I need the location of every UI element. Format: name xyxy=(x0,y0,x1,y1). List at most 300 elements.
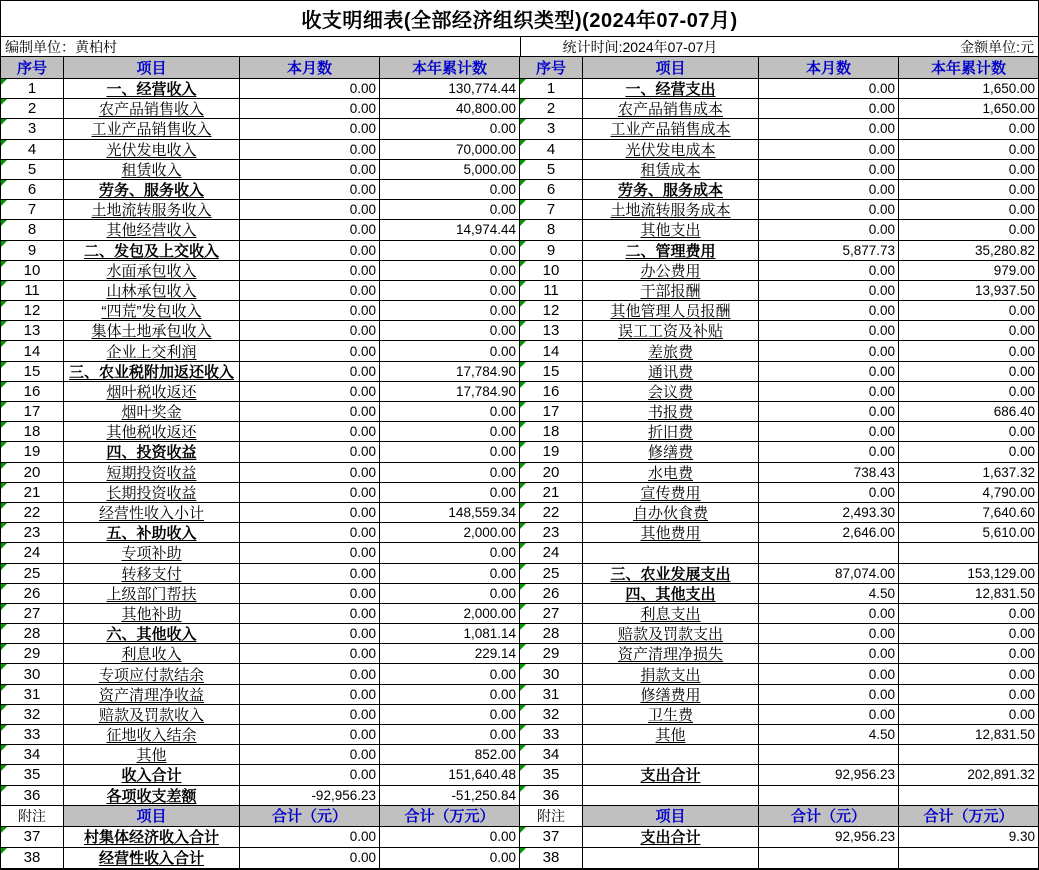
ytd-value-cell[interactable] xyxy=(899,301,1038,321)
item-cell[interactable] xyxy=(583,604,759,624)
ytd-value-cell[interactable] xyxy=(899,827,1038,848)
ytd-value-cell[interactable] xyxy=(380,301,520,321)
item-cell[interactable] xyxy=(583,321,759,341)
ytd-value-cell[interactable] xyxy=(899,119,1038,139)
ytd-value-cell[interactable] xyxy=(899,543,1038,563)
ytd-value-cell[interactable] xyxy=(380,765,520,785)
item-cell[interactable] xyxy=(64,786,240,806)
item-cell[interactable] xyxy=(64,725,240,745)
row-number-cell[interactable] xyxy=(1,261,64,281)
item-cell[interactable] xyxy=(583,463,759,483)
row-number-cell[interactable] xyxy=(520,301,583,321)
month-value-cell[interactable] xyxy=(240,543,380,563)
ytd-value-cell[interactable] xyxy=(899,422,1038,442)
row-number-cell[interactable] xyxy=(520,382,583,402)
item-cell[interactable] xyxy=(583,341,759,361)
ytd-value-cell[interactable] xyxy=(380,705,520,725)
row-number-cell[interactable] xyxy=(1,523,64,543)
item-cell[interactable] xyxy=(583,281,759,301)
item-cell[interactable] xyxy=(64,180,240,200)
ytd-value-cell[interactable] xyxy=(899,241,1038,261)
ytd-value-cell[interactable] xyxy=(380,523,520,543)
ytd-value-cell[interactable] xyxy=(899,604,1038,624)
month-value-cell[interactable] xyxy=(240,745,380,765)
ytd-value-cell[interactable] xyxy=(899,786,1038,806)
ytd-value-cell[interactable] xyxy=(380,281,520,301)
row-number-cell[interactable] xyxy=(1,745,64,765)
ytd-value-cell[interactable] xyxy=(899,848,1038,869)
ytd-value-cell[interactable] xyxy=(899,685,1038,705)
ytd-value-cell[interactable] xyxy=(380,644,520,664)
row-number-cell[interactable] xyxy=(1,705,64,725)
month-value-cell[interactable] xyxy=(759,523,899,543)
item-cell[interactable] xyxy=(64,765,240,785)
ytd-value-cell[interactable] xyxy=(380,725,520,745)
item-cell[interactable] xyxy=(64,584,240,604)
item-cell[interactable] xyxy=(64,200,240,220)
ytd-value-cell[interactable] xyxy=(380,685,520,705)
month-value-cell[interactable] xyxy=(759,119,899,139)
ytd-value-cell[interactable] xyxy=(380,241,520,261)
month-value-cell[interactable] xyxy=(759,200,899,220)
month-value-cell[interactable] xyxy=(759,160,899,180)
row-number-cell[interactable] xyxy=(1,119,64,139)
item-cell[interactable] xyxy=(64,362,240,382)
row-number-cell[interactable] xyxy=(520,160,583,180)
row-number-cell[interactable] xyxy=(520,725,583,745)
ytd-value-cell[interactable] xyxy=(380,382,520,402)
row-number-cell[interactable] xyxy=(520,848,583,869)
item-cell[interactable] xyxy=(583,523,759,543)
row-number-cell[interactable] xyxy=(1,241,64,261)
row-number-cell[interactable] xyxy=(1,503,64,523)
row-number-cell[interactable] xyxy=(1,341,64,361)
row-number-cell[interactable] xyxy=(1,604,64,624)
item-cell[interactable] xyxy=(583,140,759,160)
month-value-cell[interactable] xyxy=(240,321,380,341)
item-cell[interactable] xyxy=(64,463,240,483)
month-value-cell[interactable] xyxy=(240,160,380,180)
month-value-cell[interactable] xyxy=(759,301,899,321)
item-cell[interactable] xyxy=(583,705,759,725)
row-number-cell[interactable] xyxy=(520,341,583,361)
ytd-value-cell[interactable] xyxy=(380,321,520,341)
month-value-cell[interactable] xyxy=(240,503,380,523)
item-cell[interactable] xyxy=(583,220,759,240)
row-number-cell[interactable] xyxy=(520,281,583,301)
ytd-value-cell[interactable] xyxy=(899,725,1038,745)
item-cell[interactable] xyxy=(583,685,759,705)
month-value-cell[interactable] xyxy=(240,301,380,321)
month-value-cell[interactable] xyxy=(759,483,899,503)
ytd-value-cell[interactable] xyxy=(380,160,520,180)
item-cell[interactable] xyxy=(64,160,240,180)
month-value-cell[interactable] xyxy=(240,483,380,503)
ytd-value-cell[interactable] xyxy=(380,745,520,765)
month-value-cell[interactable] xyxy=(759,664,899,684)
ytd-value-cell[interactable] xyxy=(899,664,1038,684)
row-number-cell[interactable] xyxy=(520,786,583,806)
row-number-cell[interactable] xyxy=(1,220,64,240)
ytd-value-cell[interactable] xyxy=(899,644,1038,664)
ytd-value-cell[interactable] xyxy=(899,341,1038,361)
row-number-cell[interactable] xyxy=(520,422,583,442)
row-number-cell[interactable] xyxy=(1,99,64,119)
ytd-value-cell[interactable] xyxy=(380,99,520,119)
row-number-cell[interactable] xyxy=(1,140,64,160)
ytd-value-cell[interactable] xyxy=(899,99,1038,119)
month-value-cell[interactable] xyxy=(240,725,380,745)
row-number-cell[interactable] xyxy=(520,79,583,99)
item-cell[interactable] xyxy=(583,483,759,503)
month-value-cell[interactable] xyxy=(759,79,899,99)
item-cell[interactable] xyxy=(64,382,240,402)
row-number-cell[interactable] xyxy=(520,200,583,220)
item-cell[interactable] xyxy=(583,180,759,200)
month-value-cell[interactable] xyxy=(759,848,899,869)
item-cell[interactable] xyxy=(583,301,759,321)
month-value-cell[interactable] xyxy=(240,523,380,543)
row-number-cell[interactable] xyxy=(1,827,64,848)
item-cell[interactable] xyxy=(64,624,240,644)
month-value-cell[interactable] xyxy=(240,119,380,139)
item-cell[interactable] xyxy=(64,827,240,848)
row-number-cell[interactable] xyxy=(520,483,583,503)
month-value-cell[interactable] xyxy=(759,402,899,422)
ytd-value-cell[interactable] xyxy=(899,261,1038,281)
item-cell[interactable] xyxy=(583,827,759,848)
item-cell[interactable] xyxy=(64,422,240,442)
month-value-cell[interactable] xyxy=(759,241,899,261)
ytd-value-cell[interactable] xyxy=(380,664,520,684)
row-number-cell[interactable] xyxy=(1,664,64,684)
item-cell[interactable] xyxy=(64,705,240,725)
month-value-cell[interactable] xyxy=(759,564,899,584)
row-number-cell[interactable] xyxy=(520,664,583,684)
item-cell[interactable] xyxy=(64,241,240,261)
month-value-cell[interactable] xyxy=(759,382,899,402)
row-number-cell[interactable] xyxy=(1,483,64,503)
ytd-value-cell[interactable] xyxy=(380,261,520,281)
row-number-cell[interactable] xyxy=(520,119,583,139)
item-cell[interactable] xyxy=(583,745,759,765)
row-number-cell[interactable] xyxy=(520,241,583,261)
item-cell[interactable] xyxy=(64,745,240,765)
item-cell[interactable] xyxy=(64,664,240,684)
month-value-cell[interactable] xyxy=(240,362,380,382)
item-cell[interactable] xyxy=(64,685,240,705)
row-number-cell[interactable] xyxy=(520,604,583,624)
item-cell[interactable] xyxy=(583,644,759,664)
item-cell[interactable] xyxy=(64,261,240,281)
month-value-cell[interactable] xyxy=(240,644,380,664)
item-cell[interactable] xyxy=(583,382,759,402)
month-value-cell[interactable] xyxy=(240,705,380,725)
row-number-cell[interactable] xyxy=(1,180,64,200)
row-number-cell[interactable] xyxy=(520,705,583,725)
item-cell[interactable] xyxy=(583,261,759,281)
row-number-cell[interactable] xyxy=(1,624,64,644)
ytd-value-cell[interactable] xyxy=(380,584,520,604)
month-value-cell[interactable] xyxy=(759,624,899,644)
row-number-cell[interactable] xyxy=(520,644,583,664)
month-value-cell[interactable] xyxy=(240,584,380,604)
item-cell[interactable] xyxy=(64,503,240,523)
month-value-cell[interactable] xyxy=(759,180,899,200)
ytd-value-cell[interactable] xyxy=(899,321,1038,341)
row-number-cell[interactable] xyxy=(1,584,64,604)
month-value-cell[interactable] xyxy=(759,362,899,382)
month-value-cell[interactable] xyxy=(240,140,380,160)
month-value-cell[interactable] xyxy=(759,99,899,119)
row-number-cell[interactable] xyxy=(1,685,64,705)
month-value-cell[interactable] xyxy=(240,341,380,361)
ytd-value-cell[interactable] xyxy=(899,765,1038,785)
ytd-value-cell[interactable] xyxy=(380,848,520,869)
ytd-value-cell[interactable] xyxy=(899,382,1038,402)
month-value-cell[interactable] xyxy=(240,848,380,869)
row-number-cell[interactable] xyxy=(520,362,583,382)
row-number-cell[interactable] xyxy=(1,543,64,563)
row-number-cell[interactable] xyxy=(1,725,64,745)
ytd-value-cell[interactable] xyxy=(380,79,520,99)
ytd-value-cell[interactable] xyxy=(899,281,1038,301)
row-number-cell[interactable] xyxy=(520,140,583,160)
ytd-value-cell[interactable] xyxy=(899,160,1038,180)
month-value-cell[interactable] xyxy=(240,402,380,422)
item-cell[interactable] xyxy=(583,200,759,220)
ytd-value-cell[interactable] xyxy=(380,180,520,200)
row-number-cell[interactable] xyxy=(1,160,64,180)
item-cell[interactable] xyxy=(64,848,240,869)
ytd-value-cell[interactable] xyxy=(899,745,1038,765)
row-number-cell[interactable] xyxy=(520,220,583,240)
item-cell[interactable] xyxy=(64,564,240,584)
ytd-value-cell[interactable] xyxy=(899,220,1038,240)
ytd-value-cell[interactable] xyxy=(899,584,1038,604)
item-cell[interactable] xyxy=(64,543,240,563)
row-number-cell[interactable] xyxy=(520,765,583,785)
month-value-cell[interactable] xyxy=(240,180,380,200)
item-cell[interactable] xyxy=(583,99,759,119)
ytd-value-cell[interactable] xyxy=(899,140,1038,160)
month-value-cell[interactable] xyxy=(759,463,899,483)
month-value-cell[interactable] xyxy=(240,604,380,624)
month-value-cell[interactable] xyxy=(759,220,899,240)
month-value-cell[interactable] xyxy=(759,765,899,785)
item-cell[interactable] xyxy=(583,543,759,563)
month-value-cell[interactable] xyxy=(240,382,380,402)
row-number-cell[interactable] xyxy=(520,624,583,644)
row-number-cell[interactable] xyxy=(520,442,583,462)
month-value-cell[interactable] xyxy=(240,442,380,462)
ytd-value-cell[interactable] xyxy=(380,220,520,240)
row-number-cell[interactable] xyxy=(1,402,64,422)
ytd-value-cell[interactable] xyxy=(380,119,520,139)
month-value-cell[interactable] xyxy=(759,827,899,848)
row-number-cell[interactable] xyxy=(1,79,64,99)
row-number-cell[interactable] xyxy=(1,200,64,220)
item-cell[interactable] xyxy=(583,503,759,523)
ytd-value-cell[interactable] xyxy=(899,79,1038,99)
ytd-value-cell[interactable] xyxy=(899,523,1038,543)
month-value-cell[interactable] xyxy=(240,261,380,281)
month-value-cell[interactable] xyxy=(240,241,380,261)
ytd-value-cell[interactable] xyxy=(380,604,520,624)
item-cell[interactable] xyxy=(583,362,759,382)
ytd-value-cell[interactable] xyxy=(899,200,1038,220)
row-number-cell[interactable] xyxy=(1,422,64,442)
ytd-value-cell[interactable] xyxy=(899,362,1038,382)
month-value-cell[interactable] xyxy=(240,422,380,442)
row-number-cell[interactable] xyxy=(520,99,583,119)
item-cell[interactable] xyxy=(583,160,759,180)
item-cell[interactable] xyxy=(583,786,759,806)
item-cell[interactable] xyxy=(64,140,240,160)
month-value-cell[interactable] xyxy=(759,442,899,462)
month-value-cell[interactable] xyxy=(759,543,899,563)
ytd-value-cell[interactable] xyxy=(380,422,520,442)
item-cell[interactable] xyxy=(583,848,759,869)
item-cell[interactable] xyxy=(64,604,240,624)
row-number-cell[interactable] xyxy=(1,644,64,664)
row-number-cell[interactable] xyxy=(520,503,583,523)
month-value-cell[interactable] xyxy=(240,200,380,220)
item-cell[interactable] xyxy=(583,422,759,442)
ytd-value-cell[interactable] xyxy=(380,503,520,523)
item-cell[interactable] xyxy=(64,341,240,361)
month-value-cell[interactable] xyxy=(759,584,899,604)
month-value-cell[interactable] xyxy=(240,463,380,483)
ytd-value-cell[interactable] xyxy=(380,463,520,483)
item-cell[interactable] xyxy=(64,119,240,139)
ytd-value-cell[interactable] xyxy=(380,564,520,584)
ytd-value-cell[interactable] xyxy=(899,483,1038,503)
month-value-cell[interactable] xyxy=(759,685,899,705)
item-cell[interactable] xyxy=(583,725,759,745)
month-value-cell[interactable] xyxy=(759,140,899,160)
ytd-value-cell[interactable] xyxy=(380,402,520,422)
month-value-cell[interactable] xyxy=(240,786,380,806)
month-value-cell[interactable] xyxy=(240,79,380,99)
row-number-cell[interactable] xyxy=(1,281,64,301)
month-value-cell[interactable] xyxy=(759,281,899,301)
row-number-cell[interactable] xyxy=(1,463,64,483)
item-cell[interactable] xyxy=(64,402,240,422)
month-value-cell[interactable] xyxy=(759,321,899,341)
item-cell[interactable] xyxy=(583,119,759,139)
item-cell[interactable] xyxy=(583,564,759,584)
month-value-cell[interactable] xyxy=(759,705,899,725)
ytd-value-cell[interactable] xyxy=(380,786,520,806)
month-value-cell[interactable] xyxy=(240,624,380,644)
item-cell[interactable] xyxy=(583,584,759,604)
item-cell[interactable] xyxy=(64,281,240,301)
month-value-cell[interactable] xyxy=(240,281,380,301)
item-cell[interactable] xyxy=(64,442,240,462)
row-number-cell[interactable] xyxy=(520,827,583,848)
ytd-value-cell[interactable] xyxy=(380,483,520,503)
row-number-cell[interactable] xyxy=(520,463,583,483)
row-number-cell[interactable] xyxy=(520,543,583,563)
row-number-cell[interactable] xyxy=(520,402,583,422)
item-cell[interactable] xyxy=(64,220,240,240)
ytd-value-cell[interactable] xyxy=(899,442,1038,462)
ytd-value-cell[interactable] xyxy=(380,624,520,644)
item-cell[interactable] xyxy=(583,79,759,99)
ytd-value-cell[interactable] xyxy=(899,705,1038,725)
month-value-cell[interactable] xyxy=(759,745,899,765)
ytd-value-cell[interactable] xyxy=(899,180,1038,200)
month-value-cell[interactable] xyxy=(759,261,899,281)
row-number-cell[interactable] xyxy=(1,321,64,341)
item-cell[interactable] xyxy=(583,241,759,261)
month-value-cell[interactable] xyxy=(240,765,380,785)
month-value-cell[interactable] xyxy=(759,604,899,624)
ytd-value-cell[interactable] xyxy=(899,503,1038,523)
ytd-value-cell[interactable] xyxy=(899,564,1038,584)
month-value-cell[interactable] xyxy=(759,503,899,523)
ytd-value-cell[interactable] xyxy=(899,402,1038,422)
month-value-cell[interactable] xyxy=(240,99,380,119)
row-number-cell[interactable] xyxy=(520,321,583,341)
ytd-value-cell[interactable] xyxy=(899,463,1038,483)
item-cell[interactable] xyxy=(64,79,240,99)
ytd-value-cell[interactable] xyxy=(380,341,520,361)
ytd-value-cell[interactable] xyxy=(380,140,520,160)
month-value-cell[interactable] xyxy=(759,786,899,806)
item-cell[interactable] xyxy=(64,99,240,119)
item-cell[interactable] xyxy=(64,644,240,664)
month-value-cell[interactable] xyxy=(240,564,380,584)
month-value-cell[interactable] xyxy=(240,685,380,705)
item-cell[interactable] xyxy=(583,765,759,785)
row-number-cell[interactable] xyxy=(1,765,64,785)
item-cell[interactable] xyxy=(64,321,240,341)
ytd-value-cell[interactable] xyxy=(380,827,520,848)
item-cell[interactable] xyxy=(583,402,759,422)
row-number-cell[interactable] xyxy=(520,180,583,200)
ytd-value-cell[interactable] xyxy=(899,624,1038,644)
month-value-cell[interactable] xyxy=(240,827,380,848)
row-number-cell[interactable] xyxy=(1,848,64,869)
row-number-cell[interactable] xyxy=(520,564,583,584)
row-number-cell[interactable] xyxy=(520,685,583,705)
row-number-cell[interactable] xyxy=(1,564,64,584)
item-cell[interactable] xyxy=(583,624,759,644)
row-number-cell[interactable] xyxy=(520,261,583,281)
month-value-cell[interactable] xyxy=(240,664,380,684)
item-cell[interactable] xyxy=(64,301,240,321)
item-cell[interactable] xyxy=(583,664,759,684)
month-value-cell[interactable] xyxy=(240,220,380,240)
row-number-cell[interactable] xyxy=(1,786,64,806)
month-value-cell[interactable] xyxy=(759,422,899,442)
item-cell[interactable] xyxy=(64,483,240,503)
row-number-cell[interactable] xyxy=(1,442,64,462)
month-value-cell[interactable] xyxy=(759,644,899,664)
item-cell[interactable] xyxy=(64,523,240,543)
ytd-value-cell[interactable] xyxy=(380,200,520,220)
row-number-cell[interactable] xyxy=(1,362,64,382)
item-cell[interactable] xyxy=(583,442,759,462)
ytd-value-cell[interactable] xyxy=(380,442,520,462)
ytd-value-cell[interactable] xyxy=(380,362,520,382)
row-number-cell[interactable] xyxy=(520,523,583,543)
row-number-cell[interactable] xyxy=(520,584,583,604)
month-value-cell[interactable] xyxy=(759,341,899,361)
ytd-value-cell[interactable] xyxy=(380,543,520,563)
